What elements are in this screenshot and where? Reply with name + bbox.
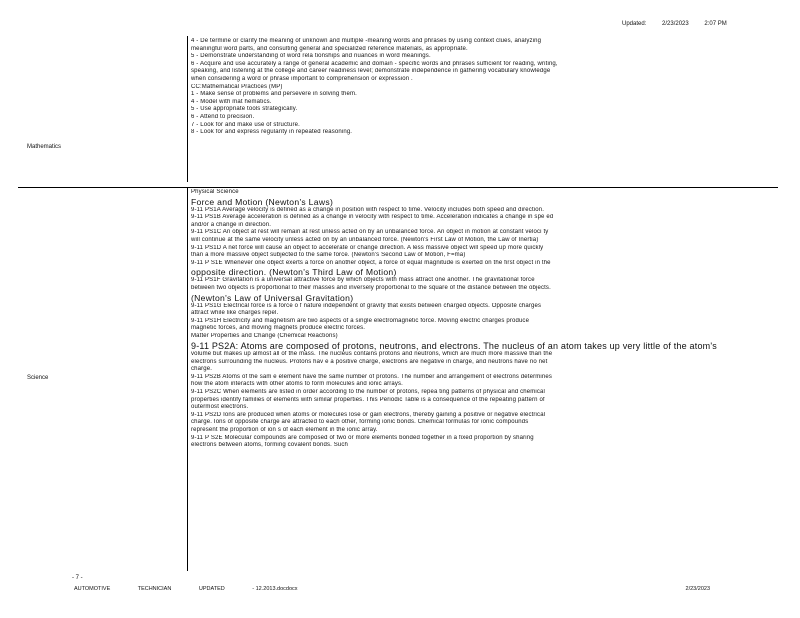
mathematics-standards [191, 38, 779, 188]
page-number: - 7 - [72, 575, 83, 581]
standard-line: 4 - De termine or clarify the meaning of unknown and multiple -meaning words and phrases by using context clues, analyzing [191, 38, 542, 44]
standard-line: than a more massive object subjected to the same force. (Newton's Second Law of Motion, F=ma) [191, 252, 466, 259]
page-footer [74, 586, 710, 592]
standard-line: speaking, and listening at the college and career readiness level; demonstrate independence in gathering vocabulary knowledge [191, 68, 551, 75]
standard-line: 9-11 P S2E Molecular compounds are composed of two or more elements bonded together in a fixed proportion by sharing [191, 434, 534, 441]
standard-line: 9-11 PS2D Ions are produced when atoms or molecules lose or gain electrons, thereby gaining a positive or negative electrical [191, 411, 546, 418]
standard-line: attract while like charges repel. [191, 310, 279, 317]
standard-line: 7 - Look for and make use of structure. [191, 121, 300, 128]
footer-doc-file: - 12.2013.docdocx [252, 586, 298, 592]
standard-line: opposite direction. (Newton's Third Law of Motion) [191, 267, 397, 278]
standard-line: 8 - Look for and express regularity in repeated reasoning. [191, 129, 353, 136]
standard-line: 9-11 PS1D A net force will cause an object to accelerate or change direction. A less massive object will speed up more quickly [191, 244, 544, 251]
standard-line: 5 - Use appropriate tools strategically. [191, 106, 298, 113]
standard-line: how the atom interacts with other atoms to form molecules and ionic arrays. [191, 381, 404, 388]
table-divider-lower [187, 187, 188, 571]
footer-doc-sub: TECHNICIAN [137, 586, 172, 592]
standard-line: electrons surrounding the nucleus. Protons hav e a positive charge, electrons are negative in charge, and neutrons have no net [191, 358, 548, 365]
standard-line: 4 - Model with mat hematics. [191, 98, 272, 105]
standard-line: 9-11 P S1E Whenever one object exerts a force on another object, a force of equal magnitude is exerted on the first object in the [191, 259, 551, 266]
standard-line: 9-11 PS1B Average acceleration is defined as a change in velocity with respect to time. Acceleration indicates a change in spe ed [191, 214, 554, 221]
standard-line: Physical Science [191, 189, 239, 195]
footer-doc-title: AUTOMOTIVE [74, 586, 111, 592]
standard-line: 9-11 PS2B Atoms of the sam e element have the same number of protons. The number and arrangement of electrons determines [191, 373, 552, 380]
updated-label: Updated: [622, 21, 647, 27]
standard-line: CC:Mathematical Practices (MP) [191, 83, 283, 90]
updated-stamp [622, 21, 741, 27]
standard-line: represent the proportion of ion s of each element in the ionic array. [191, 427, 378, 434]
standard-line: 9-11 PS2A: Atoms are composed of protons, neutrons, and electrons. The nucleus of an atom takes up very little of the atom's [191, 340, 717, 351]
standard-line: 9-11 PS1A Average velocity is defined as a change in position with respect to time. Velocity includes both speed and direction. [191, 206, 545, 213]
standard-line: and/or a change in direction. [191, 221, 272, 228]
updated-time: 2:07 PM [704, 21, 727, 27]
updated-date: 2/23/2023 [662, 21, 689, 27]
standard-line: (Newton's Law of Universal Gravitation) [191, 292, 354, 303]
standard-line: 9-11 PS1F Gravitation is a universal attractive force by which objects with mass attract one another. The gravitational force [191, 277, 535, 284]
standard-line: electrons between atoms, forming covalent bonds. Such [191, 442, 349, 449]
standard-line: 9-11 PS1G Electrical force is a force o f nature independent of gravity that exists between charged objects. Opposite charges [191, 302, 542, 309]
standard-line: 6 - Acquire and use accurately a range of general academic and domain - specific words and phrases sufficient for reading, writing, [191, 60, 558, 67]
standard-line: 9-11 PS2C When elements are listed in order according to the number of protons, repea ting patterns of physical and chemical [191, 389, 546, 396]
standard-line: Force and Motion (Newton's Laws) [191, 196, 334, 207]
standard-line: between two objects is proportional to their masses and inversely proportional to the square of the distance between the objects. [191, 284, 551, 291]
table-divider-upper [187, 36, 188, 182]
standard-line: 9-11 PS1C An object at rest will remain at rest unless acted on by an unbalanced force. An object in motion at constant veloci ty [191, 229, 549, 236]
standard-line: magnetic forces, and moving magnets produce electric forces. [191, 325, 366, 332]
footer-date: 2/23/2023 [685, 586, 710, 592]
standard-line: will continue at the same velocity unless acted on by an unbalanced force. (Newton's First Law of Motion, the Law of Inertia) [191, 236, 539, 243]
standard-line: properties identify families of elements with similar properties. This Periodic Table is a consequence of the repeating pattern of [191, 396, 545, 403]
standard-line: when considering a word or phrase important to comprehension or expression . [191, 75, 413, 82]
standard-line: volume but makes up almost all of the mass. The nucleus contains protons and neutrons, which are much more massive than the [191, 351, 553, 358]
standard-line: Matter Properties and Change (Chemical Reactions) [191, 332, 338, 339]
standard-line: charge. Ions of opposite charge are attracted to each other, forming ionic bonds. Chemical formulas for ionic compounds [191, 419, 529, 426]
subject-mathematics: Mathematics [27, 144, 62, 150]
subject-science: Science [27, 375, 49, 381]
standard-line: meaningful word parts, and consulting general and specialized reference materials, as appropriate. [191, 45, 468, 52]
footer-doc-status: UPDATED [198, 586, 225, 592]
standard-line: 1 - Make sense of problems and persevere in solving them. [191, 91, 357, 98]
standard-line: outermost electrons. [191, 404, 249, 411]
standard-line: 5 - Demonstrate understanding of word rela tionships and nuances in word meanings. [191, 53, 431, 60]
standard-line: charge. [191, 366, 213, 373]
standard-line: 6 - Attend to precision. [191, 113, 255, 120]
science-standards [191, 189, 779, 573]
standard-line: 9-11 PS1H Electricity and magnetism are two aspects of a single electromagnetic force. Moving electric charges produce [191, 317, 530, 324]
